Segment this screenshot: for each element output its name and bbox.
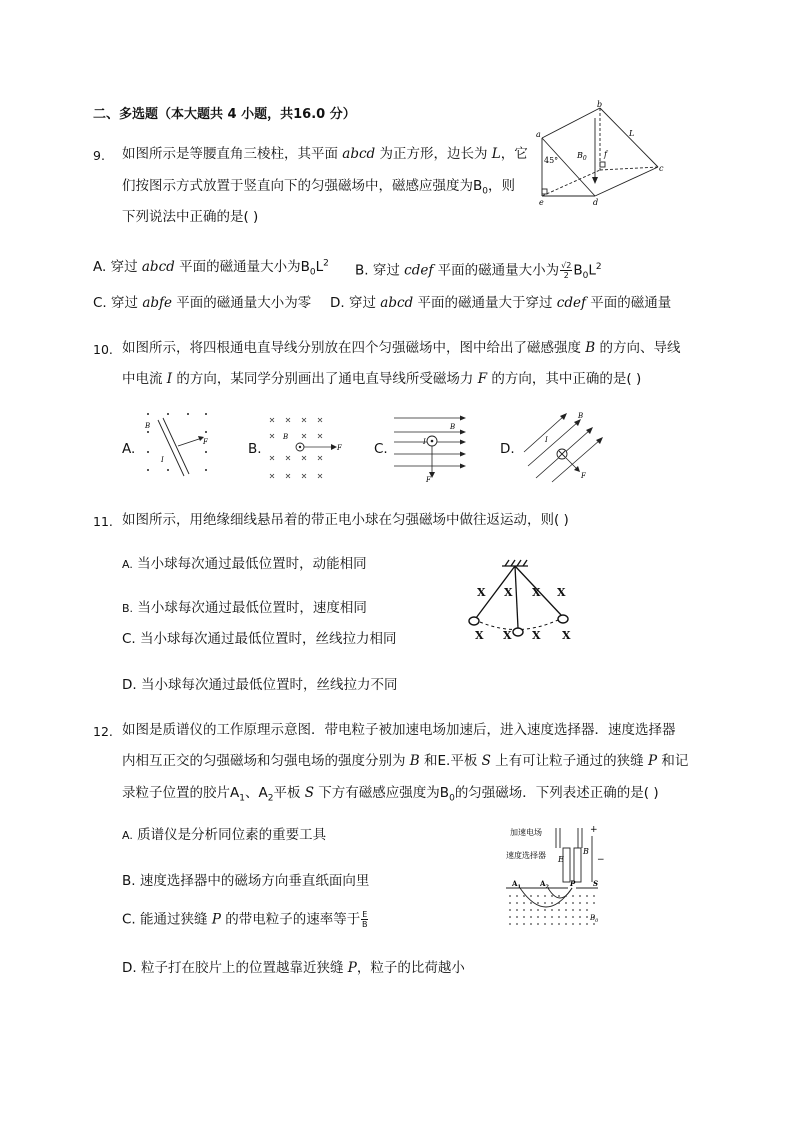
q12-stem-line2: 内相互正交的匀强磁场和匀强电场的强度分别为 B 和E.平板 S 上有可让粒子通过的狭缝 P 和记 xyxy=(122,753,689,769)
svg-text:X: X xyxy=(532,586,541,599)
q10-stem-line2: 中电流 I 的方向，某同学分别画出了通电直导线所受磁场力 F 的方向，其中正确的是( ) xyxy=(122,371,642,387)
q11-option-a[interactable]: A. 当小球每次通过最低位置时，动能相同 xyxy=(122,556,367,572)
svg-text:X: X xyxy=(504,586,513,599)
q10-stem-line1: 如图所示，将四根通电直导线分别放在四个匀强磁场中，图中给出了磁感强度 B 的方向、导线 xyxy=(122,340,681,356)
svg-text:f: f xyxy=(604,150,607,159)
q12-option-c[interactable]: C. 能通过狭缝 P 的带电粒子的速率等于 $\frac{E}{B}$ xyxy=(122,910,368,929)
svg-text:d: d xyxy=(593,198,599,207)
fraction: $\frac{E}{B}$ xyxy=(361,910,368,929)
q9-stem-line2: 们按图示方式放置于竖直向下的匀强磁场中，磁感应强度为$B_0$，则 xyxy=(122,178,515,197)
question-number: 11. xyxy=(93,514,113,529)
q10-figure-b xyxy=(266,412,346,484)
svg-text:F: F xyxy=(581,472,586,480)
fraction: $\frac{√2}{2}$ xyxy=(561,261,572,280)
svg-text:−: − xyxy=(597,855,605,865)
q10-option-a[interactable]: A. xyxy=(122,441,136,457)
question-number: 10. xyxy=(93,342,113,357)
svg-text:P: P xyxy=(570,879,576,888)
q10-option-c[interactable]: C. xyxy=(374,441,388,457)
svg-text:B: B xyxy=(578,412,584,420)
svg-text:I: I xyxy=(161,456,164,464)
q9-option-a[interactable]: A. 穿过 abcd 平面的磁通量大小为$B_0L^2$ xyxy=(93,258,329,278)
svg-text:F: F xyxy=(203,438,208,446)
svg-text:F: F xyxy=(426,476,431,484)
q11-option-d[interactable]: D. 当小球每次通过最低位置时，丝线拉力不同 xyxy=(122,677,398,693)
prism-figure xyxy=(530,100,670,208)
svg-text:X: X xyxy=(475,629,484,642)
svg-text:X: X xyxy=(557,586,566,599)
svg-text:X: X xyxy=(503,629,512,642)
svg-text:B: B xyxy=(283,433,289,441)
mass-spectrometer-figure xyxy=(506,822,612,932)
svg-text:速度选择器: 速度选择器 xyxy=(506,851,546,860)
svg-text:X: X xyxy=(562,629,571,642)
q10-figure-a xyxy=(140,408,220,478)
arrow-head-icon xyxy=(592,177,598,184)
q10-figure-c xyxy=(392,412,472,484)
q12-option-b[interactable]: B. 速度选择器中的磁场方向垂直纸面向里 xyxy=(122,873,370,889)
section-title: 二、多选题（本大题共 4 小题，共16.0 分） xyxy=(93,107,356,122)
q9-option-d[interactable]: D. 穿过 abcd 平面的磁通量大于穿过 cdef 平面的磁通量 xyxy=(330,295,672,311)
svg-text:L: L xyxy=(629,129,635,138)
question-number: 12. xyxy=(93,724,113,739)
svg-text:a: a xyxy=(536,130,541,139)
svg-text:E: E xyxy=(558,855,564,864)
q12-stem-line1: 如图是质谱仪的工作原理示意图．带电粒子被加速电场加速后，进入速度选择器．速度选择器 xyxy=(122,722,676,738)
svg-text:S: S xyxy=(593,879,599,888)
svg-text:B0: $B_0$ xyxy=(590,914,599,924)
svg-text:+: + xyxy=(590,825,598,835)
q9-option-b[interactable]: B. 穿过 cdef 平面的磁通量大小为 $\frac{√2}{2}$ $B_0L^2$ xyxy=(355,261,602,282)
svg-text:B: B xyxy=(145,422,151,430)
q9-stem-line1: 如图所示是等腰直角三棱柱，其平面 abcd 为正方形，边长为 L，它 xyxy=(122,146,528,162)
svg-text:加速电场: 加速电场 xyxy=(510,828,542,837)
q12-stem-line3: 录粒子位置的胶片$A_1$、$A_2$平板 S 下方有磁感应强度为$B_0$的匀强磁场．下列表述正确的是( ) xyxy=(122,785,659,804)
q11-stem: 如图所示，用绝缘细线悬吊着的带正电小球在匀强磁场中做往返运动，则( ) xyxy=(122,512,569,528)
svg-text:I: I xyxy=(423,438,426,446)
svg-text:b: b xyxy=(597,100,603,109)
q9-option-c[interactable]: C. 穿过 abfe 平面的磁通量大小为零 xyxy=(93,295,312,311)
svg-text:A1: $A_1$ xyxy=(512,879,521,890)
svg-text:B: B xyxy=(450,423,456,431)
svg-text:e: e xyxy=(539,198,544,207)
svg-text:45°: 45° xyxy=(544,156,559,165)
q10-option-b[interactable]: B. xyxy=(248,441,262,457)
q10-option-d[interactable]: D. xyxy=(500,441,515,457)
q12-option-a[interactable]: A. 质谱仪是分析同位素的重要工具 xyxy=(122,827,327,843)
svg-text:I: I xyxy=(545,436,548,444)
svg-text:X: X xyxy=(532,629,541,642)
svg-text:X: X xyxy=(477,586,486,599)
svg-text:F: F xyxy=(337,444,342,452)
pendulum-figure xyxy=(462,556,582,642)
svg-text:c: c xyxy=(659,164,664,173)
svg-text:A2: $A_2$ xyxy=(540,879,549,890)
q11-option-b[interactable]: B. 当小球每次通过最低位置时，速度相同 xyxy=(122,600,367,616)
question-number: 9. xyxy=(93,148,105,163)
q12-option-d[interactable]: D. 粒子打在胶片上的位置越靠近狭缝 P，粒子的比荷越小 xyxy=(122,960,465,976)
q10-figure-d xyxy=(518,408,608,484)
q11-option-c[interactable]: C. 当小球每次通过最低位置时，丝线拉力相同 xyxy=(122,631,397,647)
svg-text:B: B xyxy=(583,847,589,856)
svg-text:B0: $B_0$ xyxy=(577,151,587,162)
q9-stem-line3: 下列说法中正确的是( ) xyxy=(122,209,259,225)
